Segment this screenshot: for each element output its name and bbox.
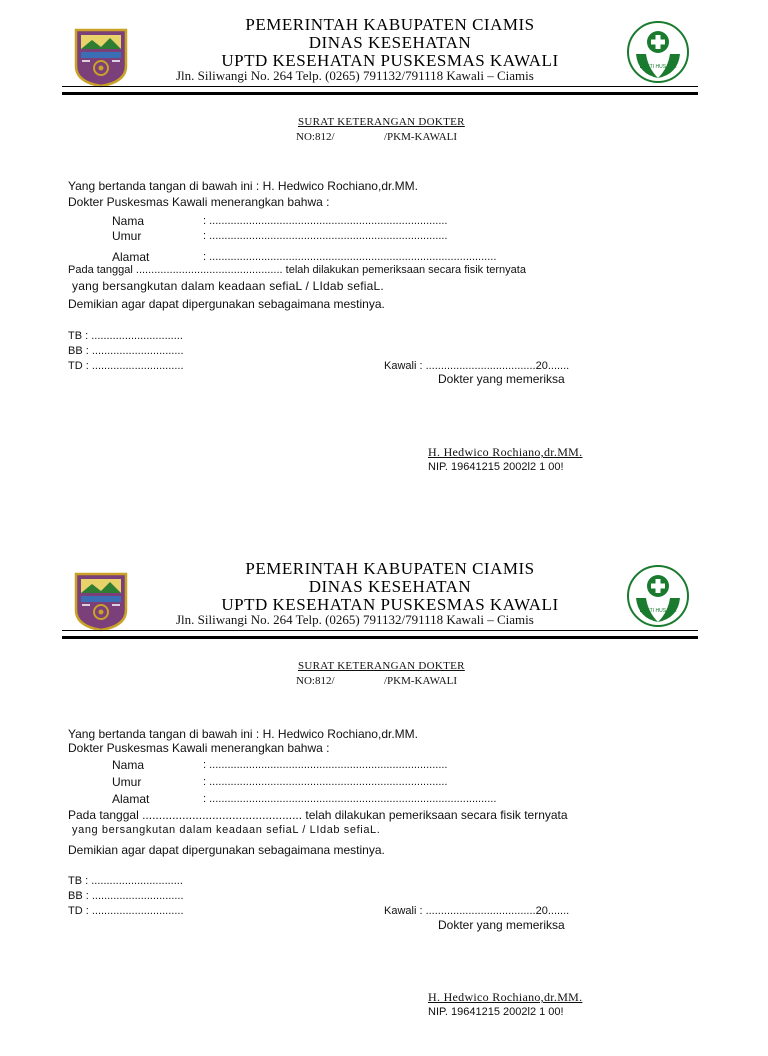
closing-line: Demikian agar dapat dipergunakan sebagaimana mestinya. [68,843,385,857]
kop-line-1: PEMERINTAH KABUPATEN CIAMIS [245,559,535,578]
letter-number: NO:812/ [296,131,335,143]
field-label-alamat: Alamat [112,792,150,806]
kop-line-2: DINAS KESEHATAN [308,33,472,52]
bakti-husada-emblem-icon [626,564,690,628]
kop-address: Jln. Siliwangi No. 264 Telp. (0265) 791132/791118 Kawali – Ciamis [176,612,534,627]
exam-line-2: yang bersangkutan dalam keadaan sefiaL / LIdab sefiaL. [72,279,384,293]
kop-address: Jln. Siliwangi No. 264 Telp. (0265) 791132/791118 Kawali – Ciamis [176,68,534,83]
examiner-label: Dokter yang memeriksa [438,918,565,932]
kop-rule-thin [62,86,698,87]
exam-line-1: Pada tanggal ................................................ telah dilakukan pemeriksaan secara fisik ternyata [68,808,568,822]
vital-tb: TB : .............................. [68,330,183,342]
kop-line-3: UPTD KESEHATAN PUSKESMAS KAWALI [221,51,559,70]
field-label-nama: Nama [112,758,145,772]
letter-number-suffix: /PKM-KAWALI [384,131,458,143]
signer-nip: NIP. 19641215 2002l2 1 00! [428,461,564,473]
exam-line-2: yang bersangkutan dalam keadaan sefiaL / LIdab sefiaL. [72,824,381,836]
vital-bb: BB : .............................. [68,345,184,357]
kop-rule-thin [62,630,698,631]
field-label-umur: Umur [112,775,142,789]
vital-td: TD : .............................. [68,905,184,917]
field-dots-nama: : .............................................................................. [203,215,448,227]
place-date: Kawali : ....................................20....... [384,905,570,917]
field-label-alamat: Alamat [112,250,150,264]
field-dots-alamat: : .............................................................................................. [203,793,497,805]
signer-name: H. Hedwico Rochiano,dr.MM. [428,990,583,1004]
intro-line-2: Dokter Puskesmas Kawali menerangkan bahwa : [68,195,330,209]
kop-line-3: UPTD KESEHATAN PUSKESMAS KAWALI [221,595,559,614]
letter-title: SURAT KETERANGAN DOKTER [298,660,465,672]
letter-2 [0,544,768,1056]
kop-line-2: DINAS KESEHATAN [308,577,472,596]
ciamis-regency-emblem-icon [72,570,130,632]
field-dots-alamat: : .............................................................................................. [203,251,497,263]
intro-line-2: Dokter Puskesmas Kawali menerangkan bahwa : [68,741,330,755]
examiner-label: Dokter yang memeriksa [438,372,565,386]
intro-line: Yang bertanda tangan di bawah ini : H. Hedwico Rochiano,dr.MM. [68,727,418,741]
vital-td: TD : .............................. [68,360,184,372]
signer-name: H. Hedwico Rochiano,dr.MM. [428,445,583,459]
letter-1 [0,0,768,512]
emblem-text: BAKTI HUSADA [639,64,677,70]
kop-rule-thick [62,636,698,639]
vital-tb: TB : .............................. [68,875,183,887]
kop-line-1: PEMERINTAH KABUPATEN CIAMIS [245,15,535,34]
field-label-nama: Nama [112,214,145,228]
field-label-umur: Umur [112,229,142,243]
field-dots-umur: : .............................................................................. [203,776,448,788]
field-dots-nama: : .............................................................................. [203,759,448,771]
vital-bb: BB : .............................. [68,890,184,902]
kop-rule-thick [62,92,698,95]
ciamis-regency-emblem-icon [72,26,130,88]
letter-number: NO:812/ [296,675,335,687]
place-date: Kawali : ....................................20....... [384,360,570,372]
intro-line: Yang bertanda tangan di bawah ini : H. Hedwico Rochiano,dr.MM. [68,179,418,193]
letter-title: SURAT KETERANGAN DOKTER [298,116,465,128]
field-dots-umur: : .............................................................................. [203,230,448,242]
emblem-text: BAKTI HUSADA [639,608,677,614]
closing-line: Demikian agar dapat dipergunakan sebagaimana mestinya. [68,297,385,311]
letter-number-suffix: /PKM-KAWALI [384,675,458,687]
exam-line-1: Pada tanggal ................................................ telah dilakukan pemeriksaan secara fisik ternyata [68,264,526,276]
signer-nip: NIP. 19641215 2002l2 1 00! [428,1006,564,1018]
bakti-husada-emblem-icon [626,20,690,84]
